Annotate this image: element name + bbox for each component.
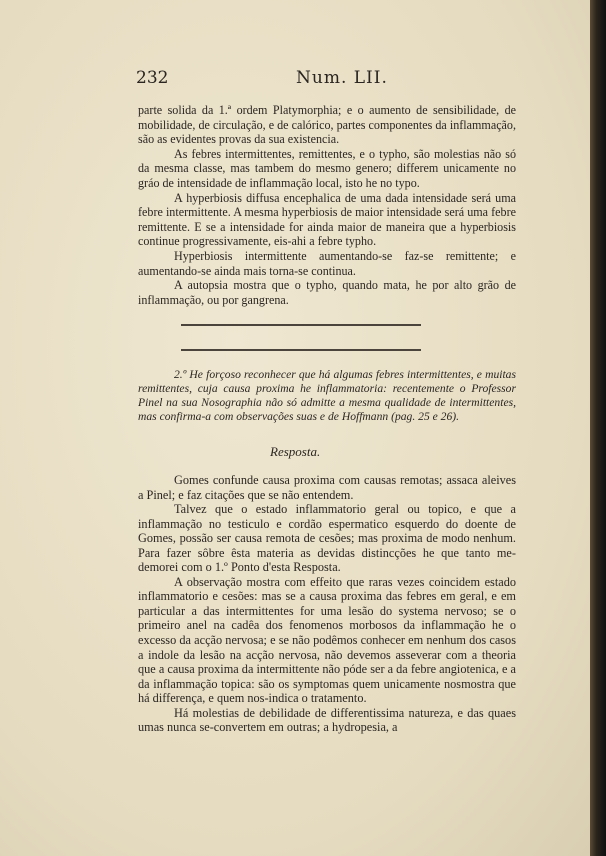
running-title: Num. LII. [296, 68, 388, 88]
paragraph: Hyperbiosis intermittente aumentando-se faz-se remittente; e aumentando-se ainda mais torna-se continua. [138, 248, 516, 278]
paragraph: A observação mostra com effeito que raras vezes coincidem estado inflammatorio e cesões: mas se a causa proxima das febres em geral, e em particular a das intermittentes for uma lesão do systema nervoso; se o primeiro anel na cadêa dos fenomenos morbosos da inflammação he o excesso da acção nervosa; e se não podêmos conhecer em nenhum dos casos a indole da lesão na acção nervosa, não devemos asseverar com a theoria que a causa proxima da intermittente não póde ser a da febre angiotenica, e a da inflammação topica: são os symptomas quem unicamente nosmostra que há differença, e quem nos-indica o tratamento. [138, 574, 516, 706]
section-divider [181, 349, 421, 351]
paragraph: A hyperbiosis diffusa encephalica de uma dada intensidade será uma febre intermittente. A mesma hyperbiosis de maior intensidade será uma febre remittente. E se a intensidade for ainda maior de maneira que a hyperbiosis continue progressivamente, eis-ahi a febre typho. [138, 190, 516, 249]
paragraph: Há molestias de debilidade de differentissima natureza, e das quaes umas nunca se-convertem em outras; a hydropesia, a [138, 705, 516, 735]
page-header [136, 68, 516, 90]
paragraph: A autopsia mostra que o typho, quando mata, he por alto grão de inflammação, ou por gangrena. [138, 278, 516, 307]
binding-gutter [590, 0, 606, 856]
page-number: 232 [136, 68, 169, 88]
section-divider [181, 324, 421, 326]
answer-heading: Resposta. [270, 444, 321, 459]
paragraph: Gomes confunde causa proxima com causas remotas; assaca aleives a Pinel; e faz citações que se não entendem. [138, 473, 516, 502]
body-section-2 [138, 473, 516, 735]
paragraph: Talvez que o estado inflammatorio geral ou topico, e que a inflammação no testiculo e cordão espermatico esquerdo do doente de Gomes, possão ser causa remota de cesões; mas proxima de modo nenhum. Para fazer sôbre êsta materia as devidas distincções he que tanto me-demorei com o 1.º Ponto d'esta Resposta. [138, 502, 516, 575]
body-section-1 [138, 103, 516, 307]
paragraph: parte solida da 1.ª ordem Platymorphia; e o aumento de sensibilidade, de mobilidade, de circulação, e de calórico, partes componentes da inflammação, são as evidentes provas da sua existencia. [138, 103, 516, 147]
paragraph: As febres intermittentes, remittentes, e o typho, são molestias não só da mesma classe, mas tambem do mesmo genero; differem unicamente no gráo de intensidade de inflammação local, isto he no typo. [138, 146, 516, 190]
question-paragraph: 2.º He forçoso reconhecer que há algumas febres intermittentes, e muitas remittentes, cuja causa proxima he inflammatoria: recentemente o Professor Pinel na sua Nosographia não só admitte a mesma qualidade de intermittentes, mas confirma-a com observações suas e de Hoffmann (pag. 25 e 26). [138, 367, 516, 424]
